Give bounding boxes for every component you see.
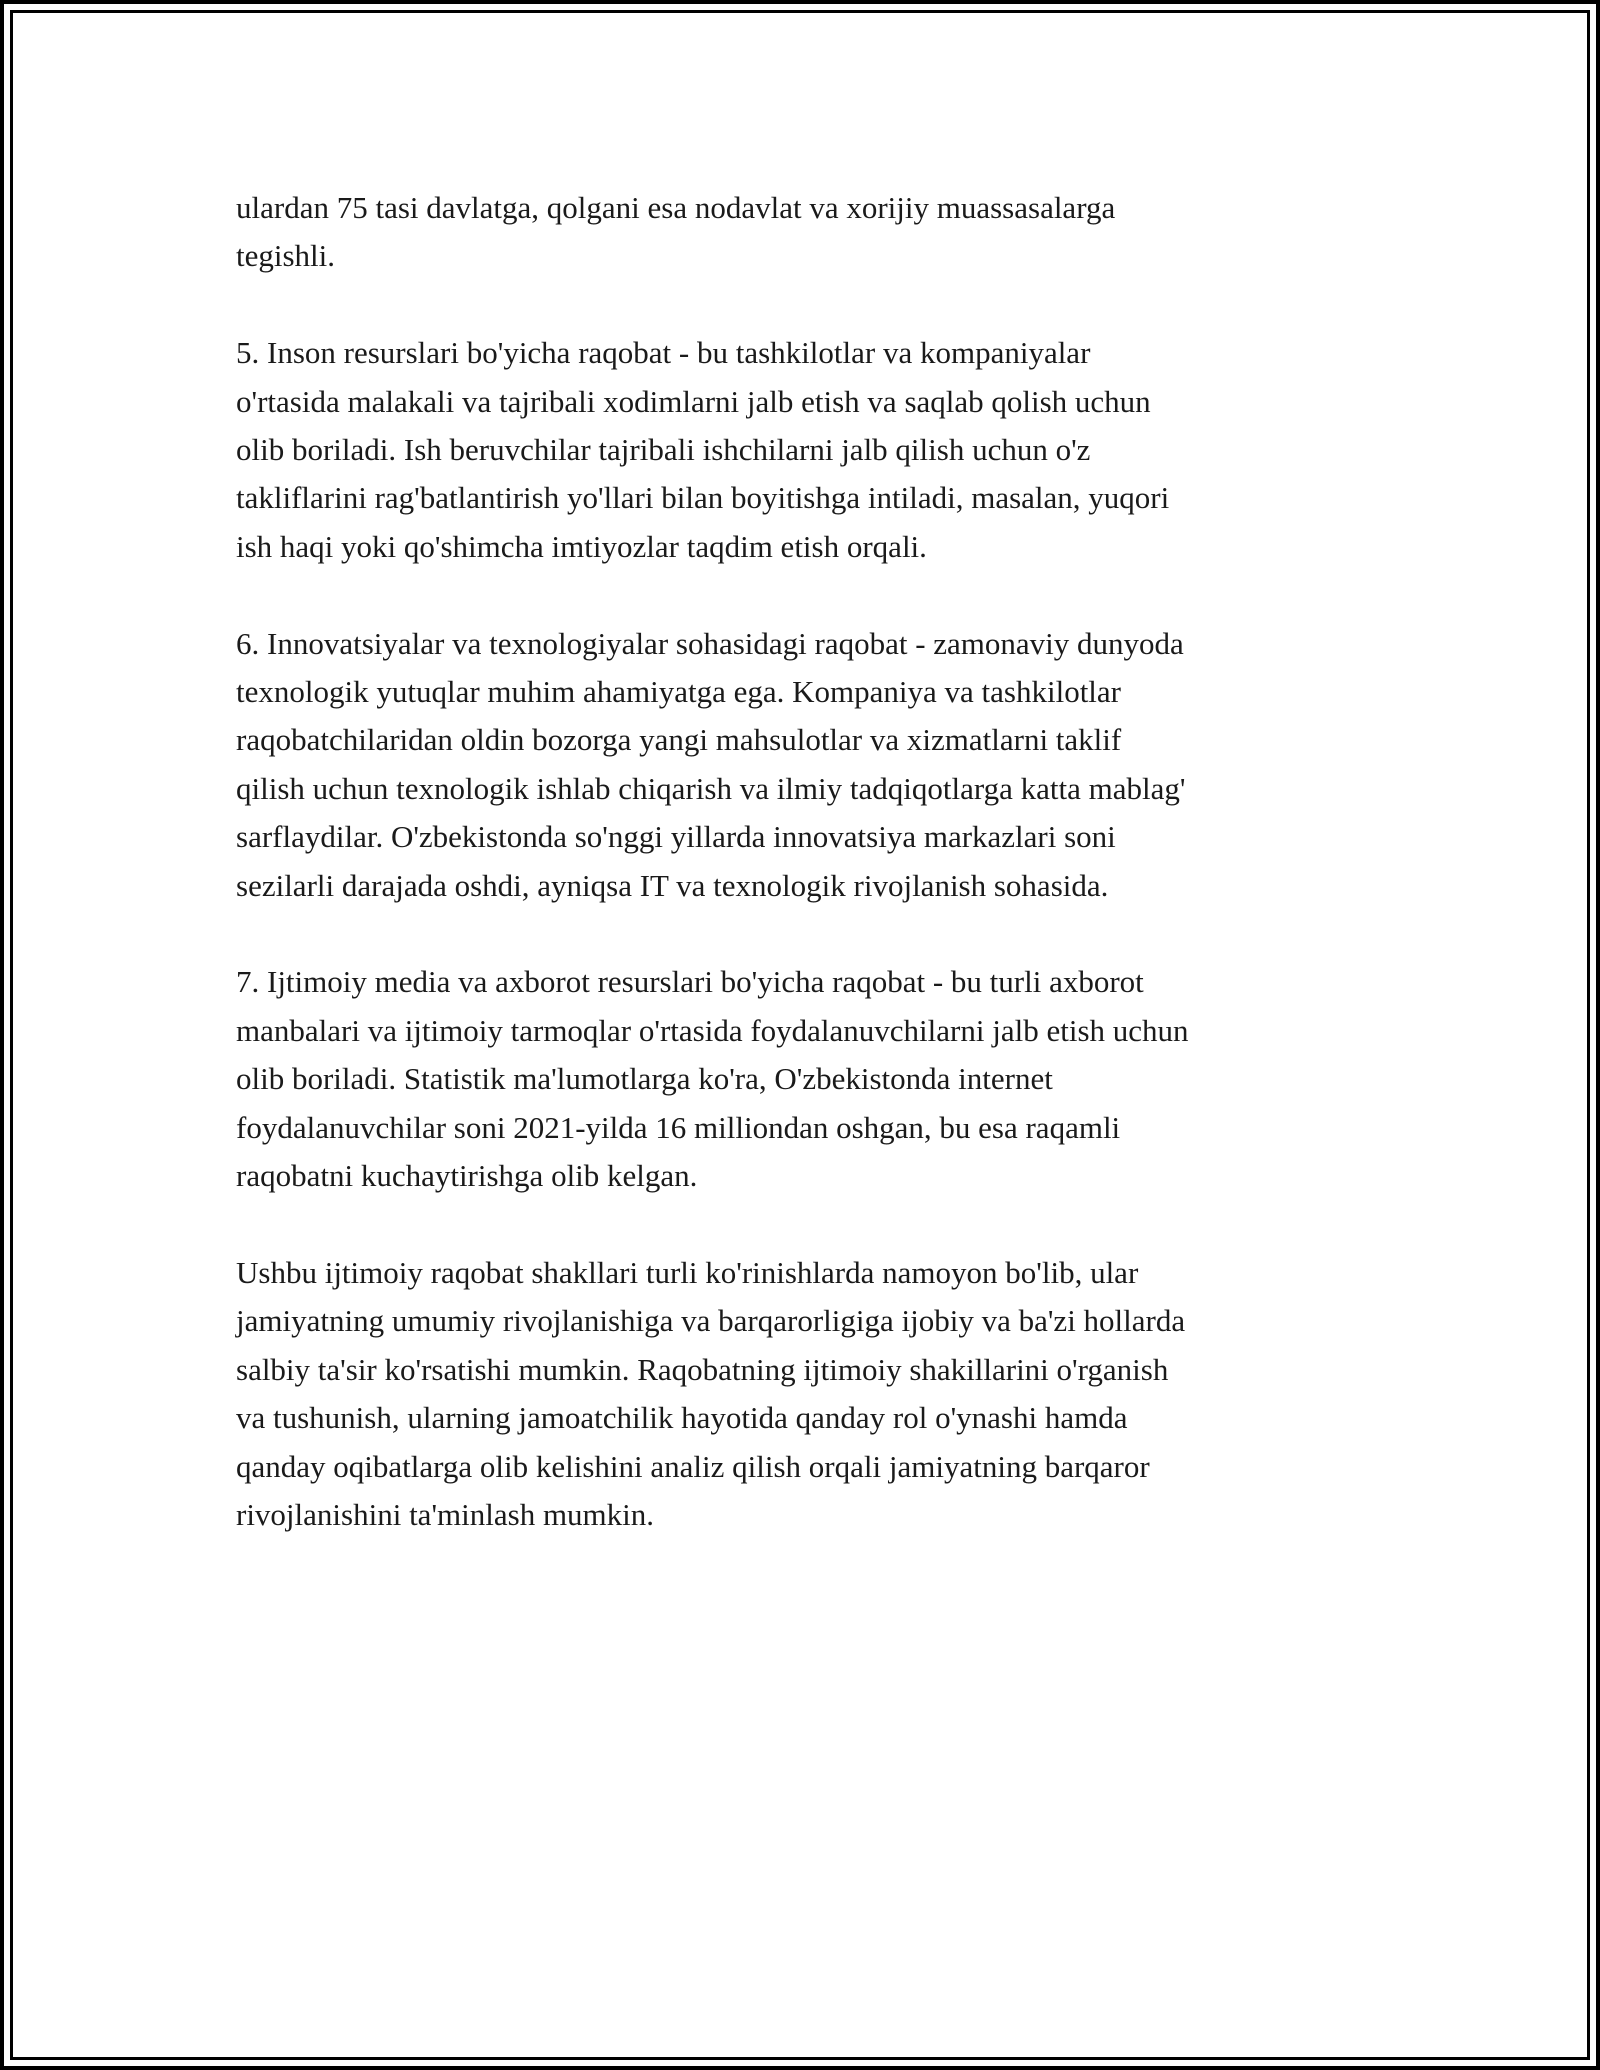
text-line: raqobatchilaridan oldin bozorga yangi mahsulotlar va xizmatlarni taklif (236, 722, 1122, 758)
text-line: ulardan 75 tasi davlatga, qolgani esa nodavlat va xorijiy muassasalarga (236, 190, 1116, 225)
text-line: sarflaydilar. O'zbekistonda so'nggi yillarda innovatsiya markazlari soni (236, 819, 1116, 855)
text-line: manbalari va ijtimoiy tarmoqlar o'rtasida foydalanuvchilarni jalb etish uchun (236, 1012, 1189, 1048)
text-line: tegishli. (236, 238, 336, 274)
text-line: salbiy ta'sir ko'rsatishi mumkin. Raqobatning ijtimoiy shakillarini o'rganish (236, 1351, 1169, 1387)
text-line: qanday oqibatlarga olib kelishini analiz qilish orqali jamiyatning barqaror (236, 1448, 1150, 1484)
text-line: o'rtasida malakali va tajribali xodimlarni jalb etish va saqlab qolish uchun (236, 383, 1151, 419)
text-line: sezilarli darajada oshdi, ayniqsa IT va texnologik rivojlanish sohasida. (236, 867, 1109, 903)
text-line: rivojlanishini ta'minlash mumkin. (236, 1496, 655, 1532)
paragraph-item-7 (236, 958, 1396, 1200)
text-line: foydalanuvchilar soni 2021-yilda 16 milliondan oshgan, bu esa raqamli (236, 1109, 1121, 1145)
paragraph-intro-continuation (236, 184, 1396, 281)
text-line: olib boriladi. Ish beruvchilar tajribali ishchilarni jalb qilish uchun o'z (236, 432, 1091, 468)
text-line: 6. Innovatsiyalar va texnologiyalar sohasidagi raqobat - zamonaviy dunyoda (236, 625, 1184, 661)
paragraph-conclusion (236, 1249, 1396, 1539)
text-line: 7. Ijtimoiy media va axborot resurslari bo'yicha raqobat - bu turli axborot (236, 964, 1144, 1000)
text-line: raqobatni kuchaytirishga olib kelgan. (236, 1158, 698, 1194)
text-line: texnologik yutuqlar muhim ahamiyatga ega. Kompaniya va tashkilotlar (236, 674, 1121, 710)
text-line: ish haqi yoki qo'shimcha imtiyozlar taqdim etish orqali. (236, 528, 927, 564)
paragraph-item-6 (236, 620, 1396, 910)
document-body (236, 184, 1396, 1588)
text-line: va tushunish, ularning jamoatchilik hayotida qanday rol o'ynashi hamda (236, 1400, 1128, 1436)
text-line: olib boriladi. Statistik ma'lumotlarga ko'ra, O'zbekistonda internet (236, 1061, 1053, 1097)
text-line: 5. Inson resurslari bo'yicha raqobat - bu tashkilotlar va kompaniyalar (236, 335, 1091, 371)
text-line: takliflarini rag'batlantirish yo'llari bilan boyitishga intiladi, masalan, yuqori (236, 480, 1170, 516)
text-line: qilish uchun texnologik ishlab chiqarish va ilmiy tadqiqotlarga katta mablag' (236, 770, 1186, 806)
text-line: jamiyatning umumiy rivojlanishiga va barqarorligiga ijobiy va ba'zi hollarda (236, 1303, 1186, 1339)
paragraph-item-5 (236, 329, 1396, 571)
text-line: Ushbu ijtimoiy raqobat shakllari turli ko'rinishlarda namoyon bo'lib, ular (236, 1254, 1139, 1290)
